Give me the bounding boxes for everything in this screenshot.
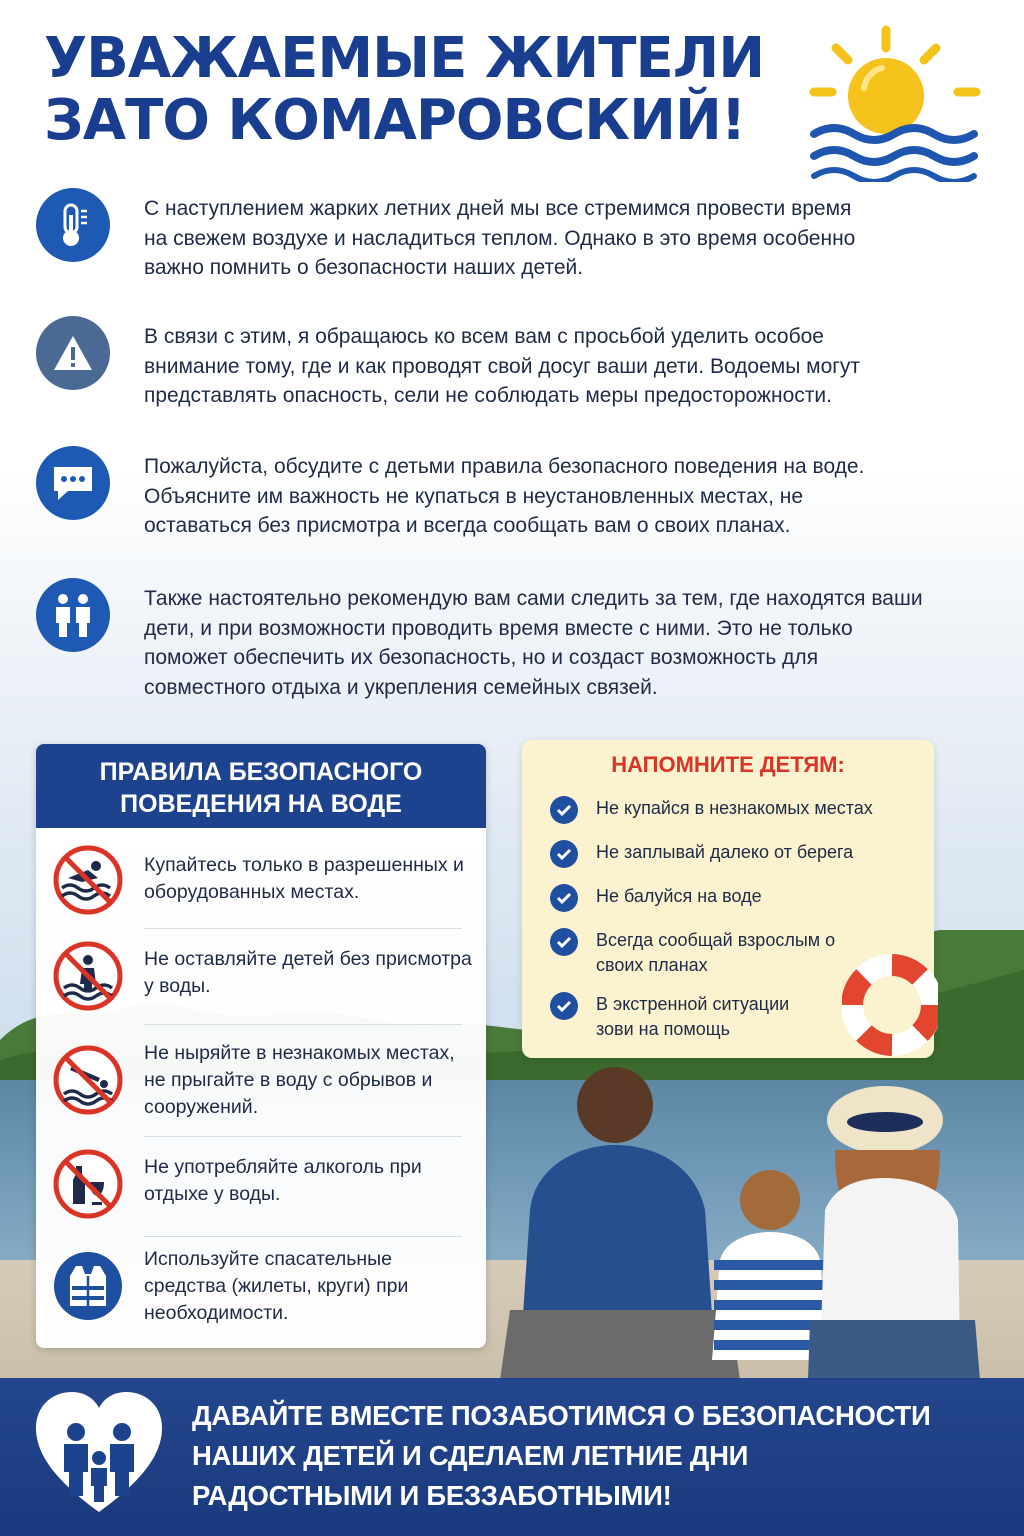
rule-text: Используйте спасательные средства (жилеты, круги) при необходимости. (144, 1248, 409, 1324)
remind-item-text: Не купайся в незнакомых местах (596, 798, 873, 818)
paragraph-text: В связи с этим, я обращаюсь ко всем вам с просьбой уделить особое внимание тому, где и как проводят свой досуг ваши дети. Водоемы могут представлять опасность, сели не соблюдать меры предосторожности. (144, 325, 861, 407)
footer-message: ДАВАЙТЕ ВМЕСТЕ ПОЗАБОТИМСЯ О БЕЗОПАСНОСТИ НАШИХ ДЕТЕЙ И СДЕЛАЕМ ЛЕТНИЕ ДНИ РАДОСТНЫМИ И БЕЗЗАБОТНЫМИ! (192, 1400, 931, 1511)
remind-item-text: В экстренной ситуации зови на помощь (596, 994, 790, 1039)
check-icon (550, 840, 578, 868)
paragraph-text: Также настоятельно рекомендую вам сами следить за тем, где находятся ваши дети, и при возможности проводить время вместе с ними. Это не только поможет обеспечить их безопасность, но и создаст возможность для совместного отдыха и укрепления семейных связей. (144, 587, 923, 699)
sun-over-water-icon (806, 22, 996, 182)
intro-paragraph-1 (36, 188, 936, 283)
remind-panel-title: НАПОМНИТЕ ДЕТЯМ: (611, 752, 845, 777)
no-swimming-icon (52, 844, 124, 916)
rule-text: Не употребляйте алкоголь при отдыхе у воды. (144, 1156, 422, 1205)
lifebuoy-icon (842, 950, 938, 1060)
check-icon (550, 796, 578, 824)
rule-text: Купайтесь только в разрешенных и оборудованных местах. (144, 854, 464, 903)
remind-item (550, 840, 896, 868)
remind-item (550, 796, 896, 824)
warning-icon (36, 316, 110, 390)
remind-item-text: Не балуйся на воде (596, 886, 762, 906)
title-line-2: ЗАТО КОМАРОВСКИЙ! (44, 88, 746, 153)
rule-text: Не оставляйте детей без присмотра у воды. (144, 948, 472, 997)
rule-text: Не ныряйте в незнакомых местах, не прыгайте в воду с обрывов и сооружений. (144, 1042, 455, 1118)
family-icon (36, 578, 110, 652)
divider (144, 928, 462, 929)
remind-item-text: Не заплывай далеко от берега (596, 842, 854, 862)
remind-item (550, 928, 846, 978)
no-unattended-child-icon (52, 940, 124, 1012)
title-line-1: УВАЖАЕМЫЕ ЖИТЕЛИ (44, 26, 765, 91)
no-alcohol-icon (52, 1148, 124, 1220)
check-icon (550, 928, 578, 956)
paragraph-text: С наступлением жарких летних дней мы все стремимся провести время на свежем воздухе и насладиться теплом. Однако в это время особенно важно помнить о безопасности наших детей. (144, 197, 856, 279)
heart-family-icon (32, 1388, 166, 1518)
divider (144, 1236, 462, 1237)
family-photo (490, 1060, 990, 1390)
remind-item (550, 992, 826, 1042)
no-diving-icon (52, 1044, 124, 1116)
remind-item (550, 884, 896, 912)
divider (144, 1024, 462, 1025)
life-vest-icon (52, 1250, 124, 1322)
intro-paragraph-4 (36, 578, 936, 702)
check-icon (550, 992, 578, 1020)
intro-paragraph-3 (36, 446, 936, 541)
remind-item-text: Всегда сообщай взрослым о своих планах (596, 930, 836, 975)
divider (144, 1136, 462, 1137)
page-title (44, 28, 804, 152)
chat-icon (36, 446, 110, 520)
rules-panel-title: ПРАВИЛА БЕЗОПАСНОГО ПОВЕДЕНИЯ НА ВОДЕ (36, 744, 486, 828)
paragraph-text: Пожалуйста, обсудите с детьми правила безопасного поведения на воде. Объясните им важность не купаться в неустановленных местах, не оставаться без присмотра и всегда сообщать вам о своих планах. (144, 455, 865, 537)
thermometer-icon (36, 188, 110, 262)
intro-paragraph-2 (36, 316, 936, 411)
check-icon (550, 884, 578, 912)
water-safety-rules-panel (36, 744, 486, 1348)
footer-banner (0, 1378, 1024, 1536)
